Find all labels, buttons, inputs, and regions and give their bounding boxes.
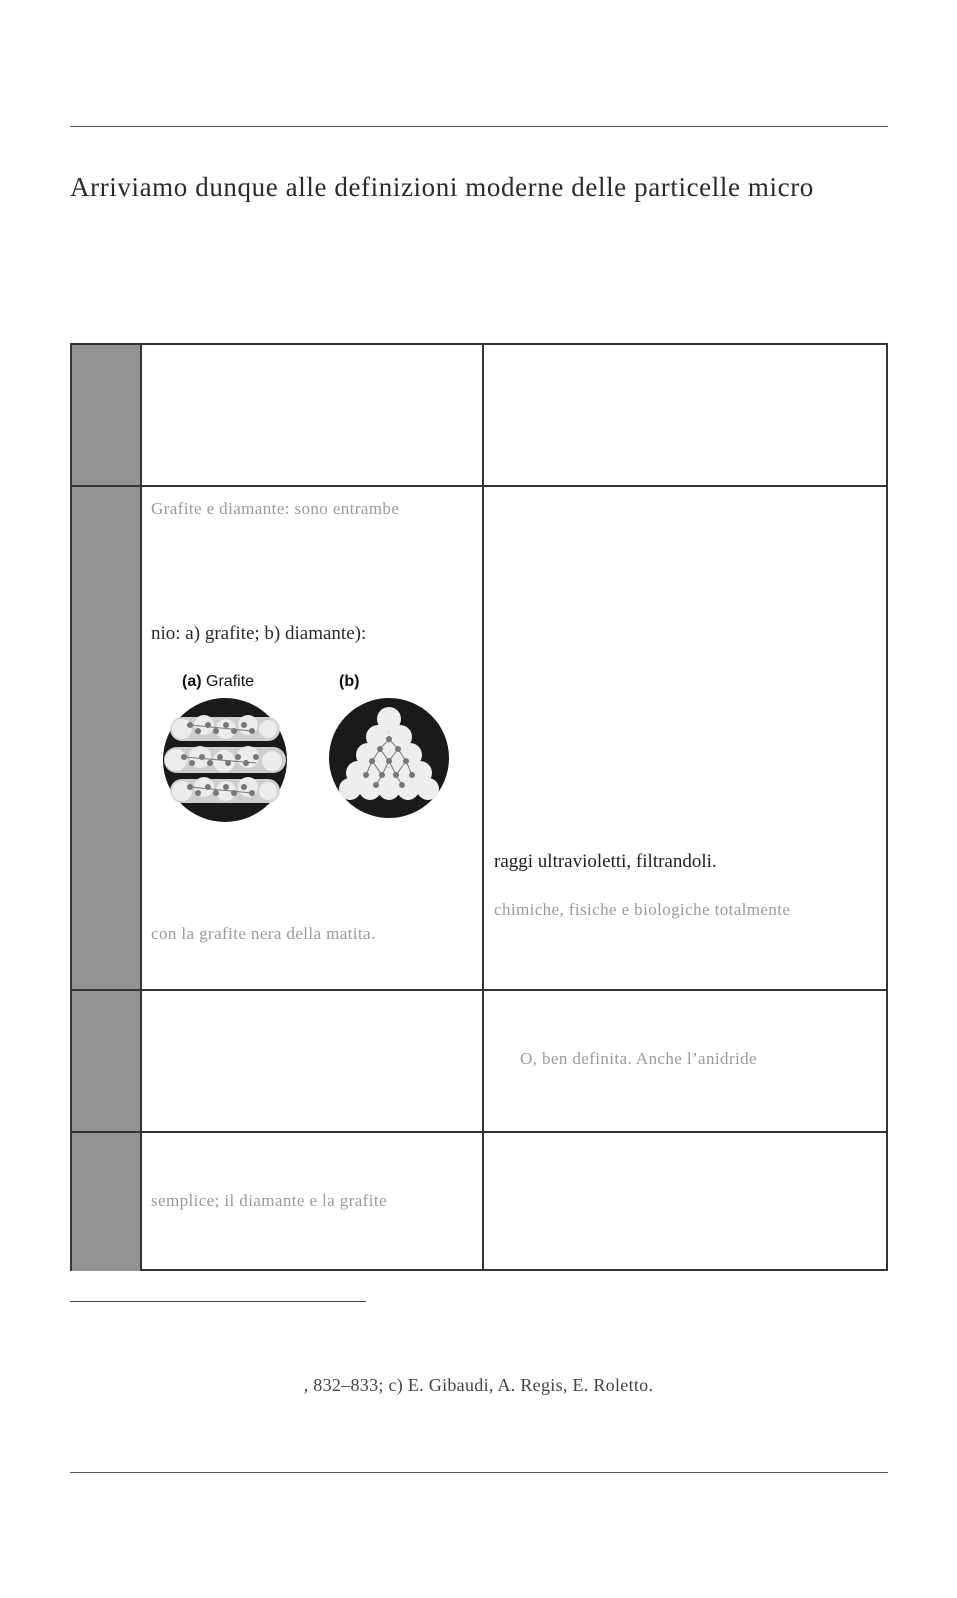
table-cell [142,487,484,991]
table-cell [484,487,886,991]
row-header-cell [72,1133,142,1271]
diamond-model-image [326,695,452,821]
row-header-cell [72,991,142,1133]
intro-paragraph: Arriviamo dunque alle definizioni moderne delle particelle micro [70,172,814,202]
figure-label-b: (b) [339,673,360,690]
definitions-table [70,343,888,1271]
cell-text: Grafite e diamante: sono entrambe [151,499,400,518]
cell-text: chimiche, fisiche e biologiche totalmente [494,900,791,919]
cell-text: con la grafite nera della matita. [151,924,376,943]
table-row [72,989,886,1133]
footer-rule [70,1472,888,1473]
row-header-cell [72,487,142,991]
table-cell [142,1133,484,1271]
graphite-model-image [160,695,290,825]
footnote-text: , 832–833; c) E. Gibaudi, A. Regis, E. Roletto. [303,1375,654,1395]
table-cell [142,345,484,485]
table-row [72,1131,886,1271]
header-rule [70,126,888,127]
table-cell [142,991,484,1133]
figure-label-a: (a) Grafite [182,673,255,690]
cell-text: semplice; il diamante e la grafite [151,1191,387,1210]
cell-text: raggi ultravioletti, filtrandoli. [494,851,717,872]
row-header-cell [72,345,142,485]
table-row [72,485,886,991]
cell-text: nio: a) grafite; b) diamante): [151,623,367,644]
table-cell [484,345,886,485]
table-cell [484,991,886,1133]
table-row [72,345,886,485]
table-cell [484,1133,886,1271]
footnote-rule [70,1301,366,1302]
cell-text: O, ben definita. Anche l’anidride [520,1049,757,1068]
